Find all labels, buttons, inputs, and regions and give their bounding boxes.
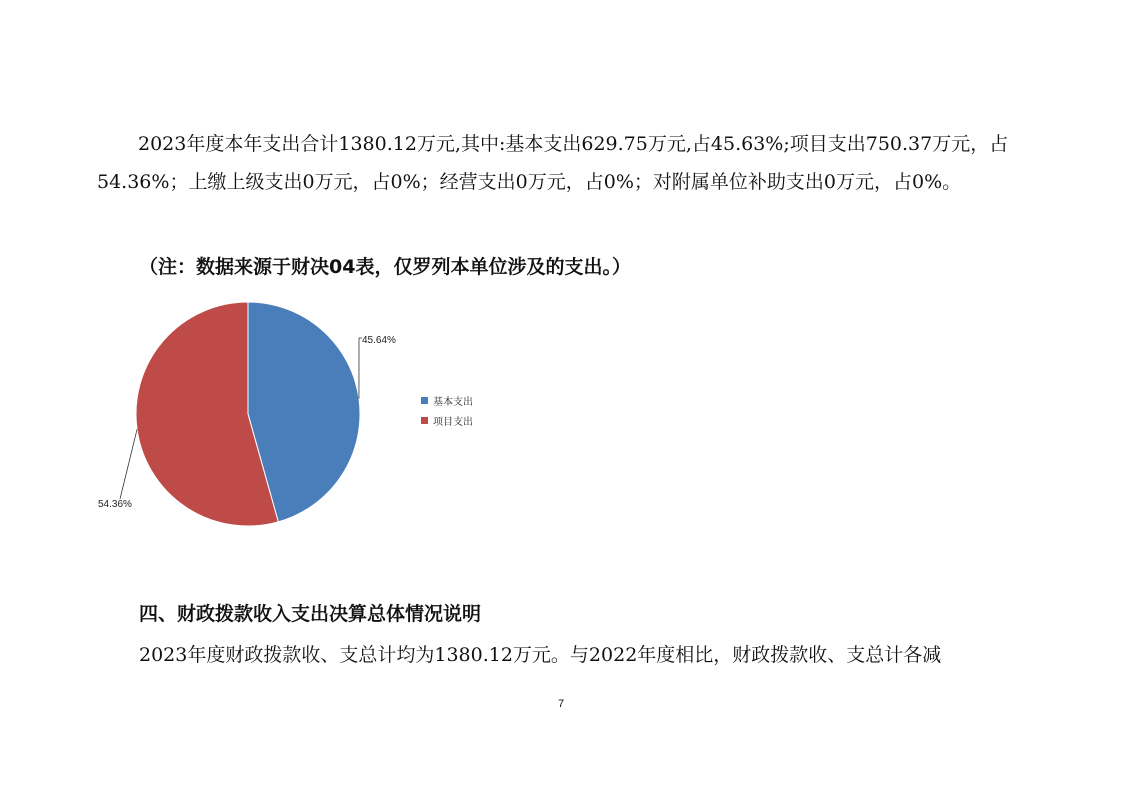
paragraph-text: 2023年度本年支出合计1380.12万元,其中:基本支出629.75万元,占45.63%;项目支出750.37万元，占54.36%；上缴上级支出0万元，占0%；经营支出0万元，占0%；对附属单位补助支出0万元，占0%。 [97, 133, 1009, 193]
leader-line-1 [359, 338, 362, 399]
legend-swatch-1 [421, 397, 428, 404]
legend-swatch-2 [421, 417, 428, 424]
pie-slices [136, 302, 360, 526]
fiscal-appropriation-paragraph: 2023年度财政拨款收、支总计均为1380.12万元。与2022年度相比，财政拨款收、支总计各减 [139, 644, 942, 666]
leader-line-2 [120, 429, 137, 499]
chart-legend [421, 395, 473, 428]
legend-label-2: 项目支出 [433, 417, 473, 428]
expenditure-summary-paragraph [97, 125, 1037, 201]
data-label-2: 54.36% [98, 499, 132, 510]
expenditure-pie-chart [90, 295, 550, 545]
legend-label-1: 基本支出 [433, 397, 473, 408]
data-source-note: （注：数据来源于财决04表，仅罗列本单位涉及的支出。） [139, 256, 631, 278]
page-number: 7 [557, 698, 565, 710]
data-label-1: 45.64% [362, 335, 396, 346]
section-heading: 四、财政拨款收入支出决算总体情况说明 [139, 603, 482, 625]
